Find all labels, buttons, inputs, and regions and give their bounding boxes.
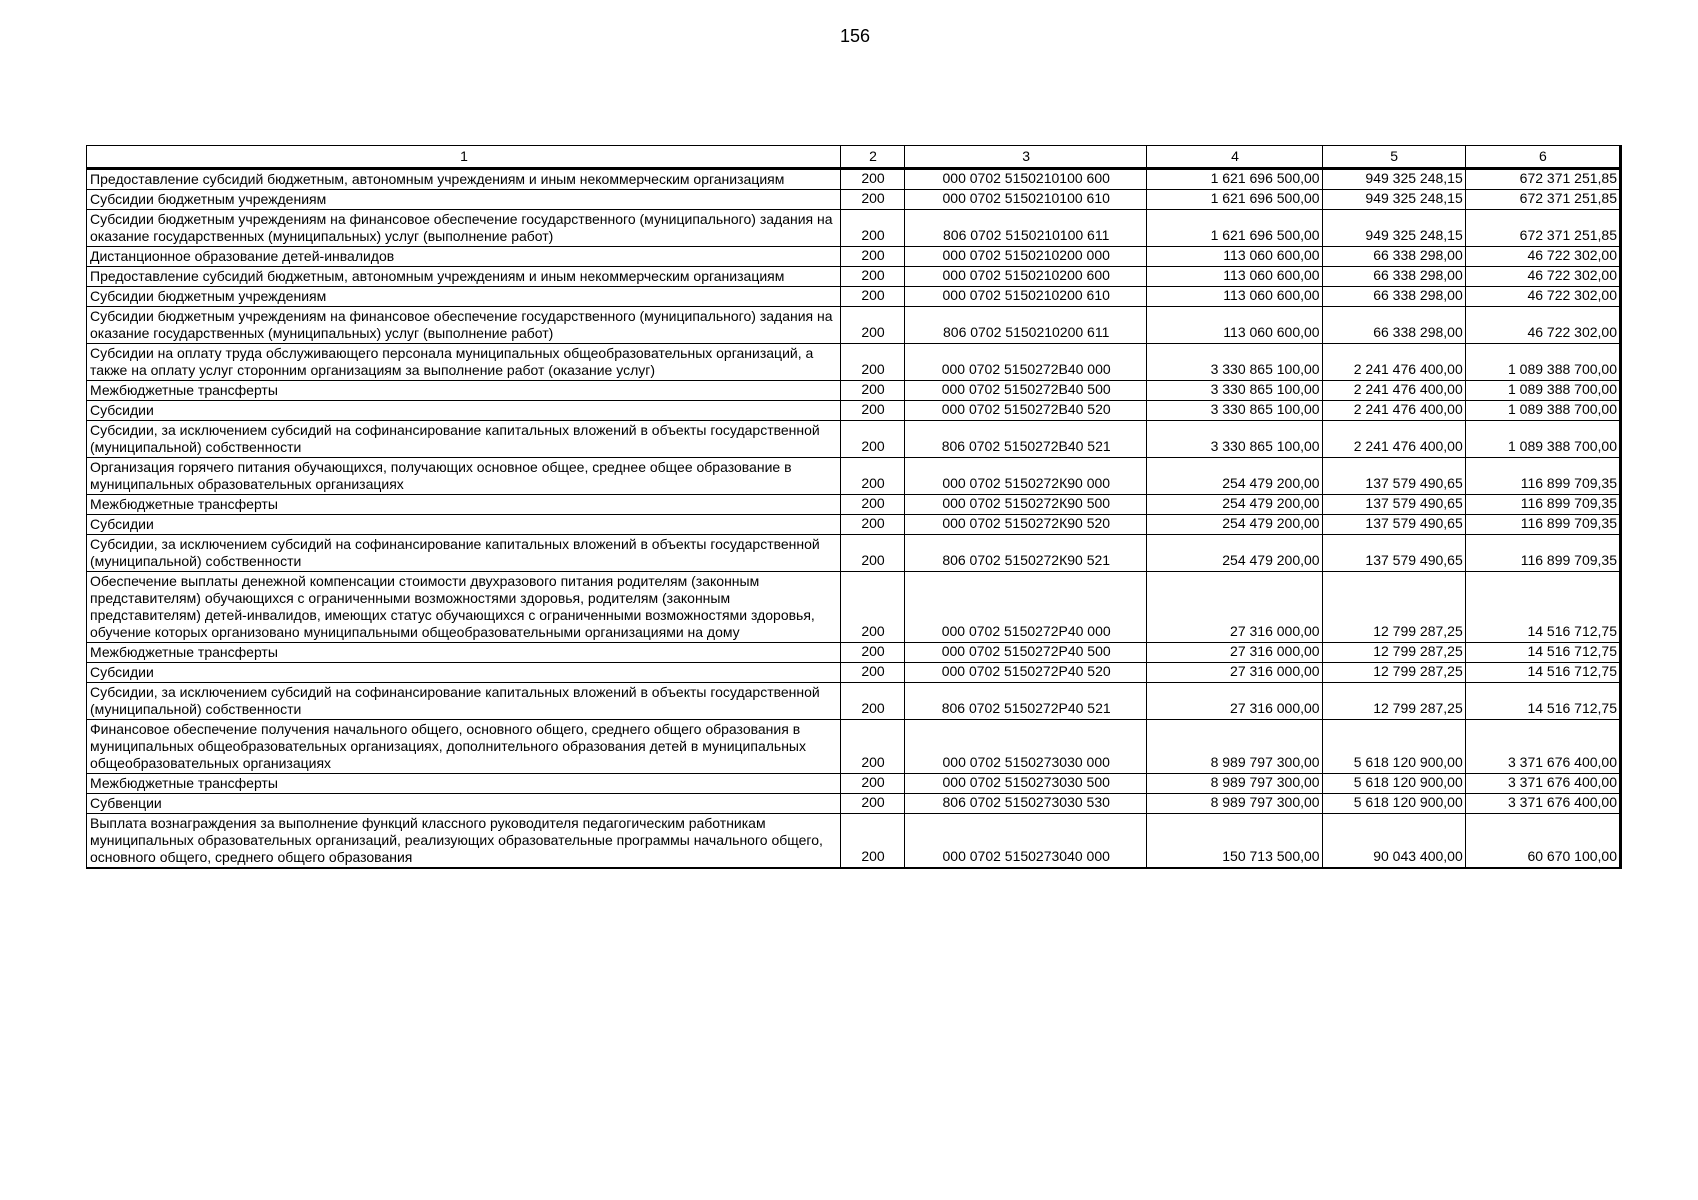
row-name: Субсидии [87, 515, 841, 535]
row-executed: 90 043 400,00 [1322, 814, 1465, 869]
row-code: 200 [840, 515, 904, 535]
table-row [87, 495, 1621, 515]
row-code: 200 [840, 663, 904, 683]
row-unexecuted: 672 371 251,85 [1465, 210, 1620, 247]
row-approved: 3 330 865 100,00 [1147, 421, 1322, 458]
row-code: 200 [840, 381, 904, 401]
row-budget-code: 000 0702 5150272Р40 520 [905, 663, 1147, 683]
row-code: 200 [840, 169, 904, 190]
row-name: Субсидии [87, 401, 841, 421]
row-unexecuted: 1 089 388 700,00 [1465, 421, 1620, 458]
row-approved: 254 479 200,00 [1147, 535, 1322, 572]
row-name: Субсидии [87, 663, 841, 683]
row-budget-code: 000 0702 5150272К90 000 [905, 458, 1147, 495]
row-budget-code: 000 0702 5150272Р40 000 [905, 572, 1147, 643]
table-row [87, 663, 1621, 683]
row-code: 200 [840, 794, 904, 814]
page-number: 156 [839, 26, 871, 46]
row-approved: 254 479 200,00 [1147, 515, 1322, 535]
row-code: 200 [840, 683, 904, 720]
row-budget-code: 000 0702 5150210200 000 [905, 247, 1147, 267]
row-code: 200 [840, 572, 904, 643]
row-budget-code: 000 0702 5150273030 000 [905, 720, 1147, 774]
row-unexecuted: 46 722 302,00 [1465, 267, 1620, 287]
row-executed: 137 579 490,65 [1322, 515, 1465, 535]
row-executed: 66 338 298,00 [1322, 247, 1465, 267]
table-row [87, 535, 1621, 572]
row-unexecuted: 3 371 676 400,00 [1465, 774, 1620, 794]
row-unexecuted: 14 516 712,75 [1465, 572, 1620, 643]
row-executed: 12 799 287,25 [1322, 683, 1465, 720]
row-name: Организация горячего питания обучающихся, получающих основное общее, среднее общее образование в муниципальных образовательных организациях [87, 458, 841, 495]
row-budget-code: 000 0702 5150210100 600 [905, 169, 1147, 190]
row-name: Субсидии, за исключением субсидий на софинансирование капитальных вложений в объекты государственной (муниципальной) собственности [87, 421, 841, 458]
table-row [87, 307, 1621, 344]
row-code: 200 [840, 720, 904, 774]
row-executed: 5 618 120 900,00 [1322, 794, 1465, 814]
row-unexecuted: 3 371 676 400,00 [1465, 794, 1620, 814]
table-row [87, 169, 1621, 190]
row-code: 200 [840, 267, 904, 287]
row-name: Субсидии бюджетным учреждениям [87, 190, 841, 210]
row-approved: 1 621 696 500,00 [1147, 169, 1322, 190]
row-budget-code: 000 0702 5150273040 000 [905, 814, 1147, 869]
row-budget-code: 000 0702 5150272Р40 500 [905, 643, 1147, 663]
row-budget-code: 806 0702 5150272К90 521 [905, 535, 1147, 572]
row-approved: 3 330 865 100,00 [1147, 381, 1322, 401]
row-unexecuted: 116 899 709,35 [1465, 515, 1620, 535]
row-name: Межбюджетные трансферты [87, 495, 841, 515]
row-code: 200 [840, 458, 904, 495]
row-budget-code: 806 0702 5150272Р40 521 [905, 683, 1147, 720]
row-code: 200 [840, 210, 904, 247]
table-row [87, 794, 1621, 814]
row-approved: 113 060 600,00 [1147, 307, 1322, 344]
row-budget-code: 000 0702 5150210200 600 [905, 267, 1147, 287]
table-row [87, 190, 1621, 210]
row-unexecuted: 672 371 251,85 [1465, 169, 1620, 190]
row-name: Финансовое обеспечение получения начального общего, основного общего, среднего общего образования в муниципальных общеобразовательных организациях, дополнительного образования детей в муниципальных общеобразовательных организациях [87, 720, 841, 774]
table-row [87, 401, 1621, 421]
row-code: 200 [840, 401, 904, 421]
row-approved: 113 060 600,00 [1147, 287, 1322, 307]
row-unexecuted: 60 670 100,00 [1465, 814, 1620, 869]
row-budget-code: 000 0702 5150272К90 500 [905, 495, 1147, 515]
table-row [87, 515, 1621, 535]
row-unexecuted: 46 722 302,00 [1465, 307, 1620, 344]
table-row [87, 287, 1621, 307]
budget-table [86, 145, 1622, 869]
row-unexecuted: 46 722 302,00 [1465, 247, 1620, 267]
row-budget-code: 000 0702 5150273030 500 [905, 774, 1147, 794]
row-executed: 2 241 476 400,00 [1322, 381, 1465, 401]
row-unexecuted: 1 089 388 700,00 [1465, 344, 1620, 381]
row-executed: 12 799 287,25 [1322, 663, 1465, 683]
header-col-1: 1 [87, 146, 841, 169]
row-name: Обеспечение выплаты денежной компенсации стоимости двухразового питания родителям (законным представителям) обучающихся с ограниченными возможностями здоровья, родителям (законным представителям) детей-инвалидов, имеющих статус обучающихся с ограниченными возможностями здоровья, обучение которых организовано муниципальными общеобразовательными организациями на дому [87, 572, 841, 643]
row-code: 200 [840, 814, 904, 869]
row-name: Предоставление субсидий бюджетным, автономным учреждениям и иным некоммерческим организациям [87, 169, 841, 190]
row-budget-code: 806 0702 5150210100 611 [905, 210, 1147, 247]
row-approved: 8 989 797 300,00 [1147, 720, 1322, 774]
row-executed: 66 338 298,00 [1322, 287, 1465, 307]
row-unexecuted: 1 089 388 700,00 [1465, 401, 1620, 421]
row-code: 200 [840, 774, 904, 794]
row-approved: 3 330 865 100,00 [1147, 401, 1322, 421]
row-name: Дистанционное образование детей-инвалидов [87, 247, 841, 267]
row-unexecuted: 116 899 709,35 [1465, 495, 1620, 515]
row-code: 200 [840, 643, 904, 663]
table-row [87, 720, 1621, 774]
row-approved: 27 316 000,00 [1147, 643, 1322, 663]
row-name: Субсидии, за исключением субсидий на софинансирование капитальных вложений в объекты государственной (муниципальной) собственности [87, 683, 841, 720]
table-row [87, 643, 1621, 663]
row-executed: 5 618 120 900,00 [1322, 774, 1465, 794]
row-name: Предоставление субсидий бюджетным, автономным учреждениям и иным некоммерческим организациям [87, 267, 841, 287]
table-body [87, 169, 1621, 869]
row-unexecuted: 14 516 712,75 [1465, 683, 1620, 720]
header-col-5: 5 [1322, 146, 1465, 169]
row-budget-code: 806 0702 5150273030 530 [905, 794, 1147, 814]
row-name: Субвенции [87, 794, 841, 814]
row-approved: 1 621 696 500,00 [1147, 190, 1322, 210]
row-approved: 150 713 500,00 [1147, 814, 1322, 869]
row-executed: 949 325 248,15 [1322, 210, 1465, 247]
row-approved: 254 479 200,00 [1147, 495, 1322, 515]
table-row [87, 421, 1621, 458]
row-executed: 2 241 476 400,00 [1322, 401, 1465, 421]
row-name: Субсидии бюджетным учреждениям на финансовое обеспечение государственного (муниципального) задания на оказание государственных (муниципальных) услуг (выполнение работ) [87, 307, 841, 344]
row-code: 200 [840, 495, 904, 515]
row-approved: 1 621 696 500,00 [1147, 210, 1322, 247]
row-approved: 27 316 000,00 [1147, 572, 1322, 643]
row-code: 200 [840, 344, 904, 381]
row-executed: 66 338 298,00 [1322, 307, 1465, 344]
row-code: 200 [840, 287, 904, 307]
row-unexecuted: 3 371 676 400,00 [1465, 720, 1620, 774]
row-approved: 27 316 000,00 [1147, 663, 1322, 683]
row-name: Субсидии бюджетным учреждениям на финансовое обеспечение государственного (муниципального) задания на оказание государственных (муниципальных) услуг (выполнение работ) [87, 210, 841, 247]
row-unexecuted: 14 516 712,75 [1465, 643, 1620, 663]
row-name: Межбюджетные трансферты [87, 381, 841, 401]
table-row [87, 458, 1621, 495]
row-unexecuted: 1 089 388 700,00 [1465, 381, 1620, 401]
row-approved: 27 316 000,00 [1147, 683, 1322, 720]
row-name: Субсидии на оплату труда обслуживающего персонала муниципальных общеобразовательных организаций, а также на оплату услуг сторонним организациям за выполнение работ (оказание услуг) [87, 344, 841, 381]
row-executed: 949 325 248,15 [1322, 169, 1465, 190]
row-unexecuted: 46 722 302,00 [1465, 287, 1620, 307]
row-executed: 66 338 298,00 [1322, 267, 1465, 287]
row-code: 200 [840, 535, 904, 572]
table-row [87, 814, 1621, 869]
table-row [87, 344, 1621, 381]
table-row [87, 774, 1621, 794]
row-executed: 137 579 490,65 [1322, 535, 1465, 572]
table-row [87, 247, 1621, 267]
header-col-4: 4 [1147, 146, 1322, 169]
row-name: Межбюджетные трансферты [87, 774, 841, 794]
row-unexecuted: 116 899 709,35 [1465, 535, 1620, 572]
row-name: Выплата вознаграждения за выполнение функций классного руководителя педагогическим работникам муниципальных образовательных организаций, реализующих образовательные программы начального общего, основного общего, среднего общего образования [87, 814, 841, 869]
row-code: 200 [840, 307, 904, 344]
row-budget-code: 000 0702 5150272В40 520 [905, 401, 1147, 421]
row-name: Субсидии бюджетным учреждениям [87, 287, 841, 307]
row-approved: 8 989 797 300,00 [1147, 774, 1322, 794]
header-col-3: 3 [905, 146, 1147, 169]
row-budget-code: 000 0702 5150272В40 000 [905, 344, 1147, 381]
row-executed: 949 325 248,15 [1322, 190, 1465, 210]
row-executed: 2 241 476 400,00 [1322, 344, 1465, 381]
row-unexecuted: 14 516 712,75 [1465, 663, 1620, 683]
header-col-2: 2 [840, 146, 904, 169]
row-approved: 113 060 600,00 [1147, 267, 1322, 287]
row-budget-code: 000 0702 5150210200 610 [905, 287, 1147, 307]
row-budget-code: 000 0702 5150210100 610 [905, 190, 1147, 210]
table-row [87, 683, 1621, 720]
row-budget-code: 806 0702 5150272В40 521 [905, 421, 1147, 458]
table-row [87, 381, 1621, 401]
row-executed: 137 579 490,65 [1322, 458, 1465, 495]
row-code: 200 [840, 247, 904, 267]
row-executed: 137 579 490,65 [1322, 495, 1465, 515]
row-executed: 12 799 287,25 [1322, 643, 1465, 663]
table-header-row [87, 146, 1621, 169]
header-col-6: 6 [1465, 146, 1620, 169]
row-code: 200 [840, 421, 904, 458]
row-approved: 3 330 865 100,00 [1147, 344, 1322, 381]
row-code: 200 [840, 190, 904, 210]
row-budget-code: 806 0702 5150210200 611 [905, 307, 1147, 344]
table-row [87, 572, 1621, 643]
row-budget-code: 000 0702 5150272В40 500 [905, 381, 1147, 401]
row-unexecuted: 116 899 709,35 [1465, 458, 1620, 495]
row-executed: 2 241 476 400,00 [1322, 421, 1465, 458]
row-unexecuted: 672 371 251,85 [1465, 190, 1620, 210]
row-approved: 8 989 797 300,00 [1147, 794, 1322, 814]
row-name: Межбюджетные трансферты [87, 643, 841, 663]
row-budget-code: 000 0702 5150272К90 520 [905, 515, 1147, 535]
table-row [87, 210, 1621, 247]
row-approved: 113 060 600,00 [1147, 247, 1322, 267]
row-executed: 12 799 287,25 [1322, 572, 1465, 643]
row-approved: 254 479 200,00 [1147, 458, 1322, 495]
row-executed: 5 618 120 900,00 [1322, 720, 1465, 774]
table-row [87, 267, 1621, 287]
row-name: Субсидии, за исключением субсидий на софинансирование капитальных вложений в объекты государственной (муниципальной) собственности [87, 535, 841, 572]
